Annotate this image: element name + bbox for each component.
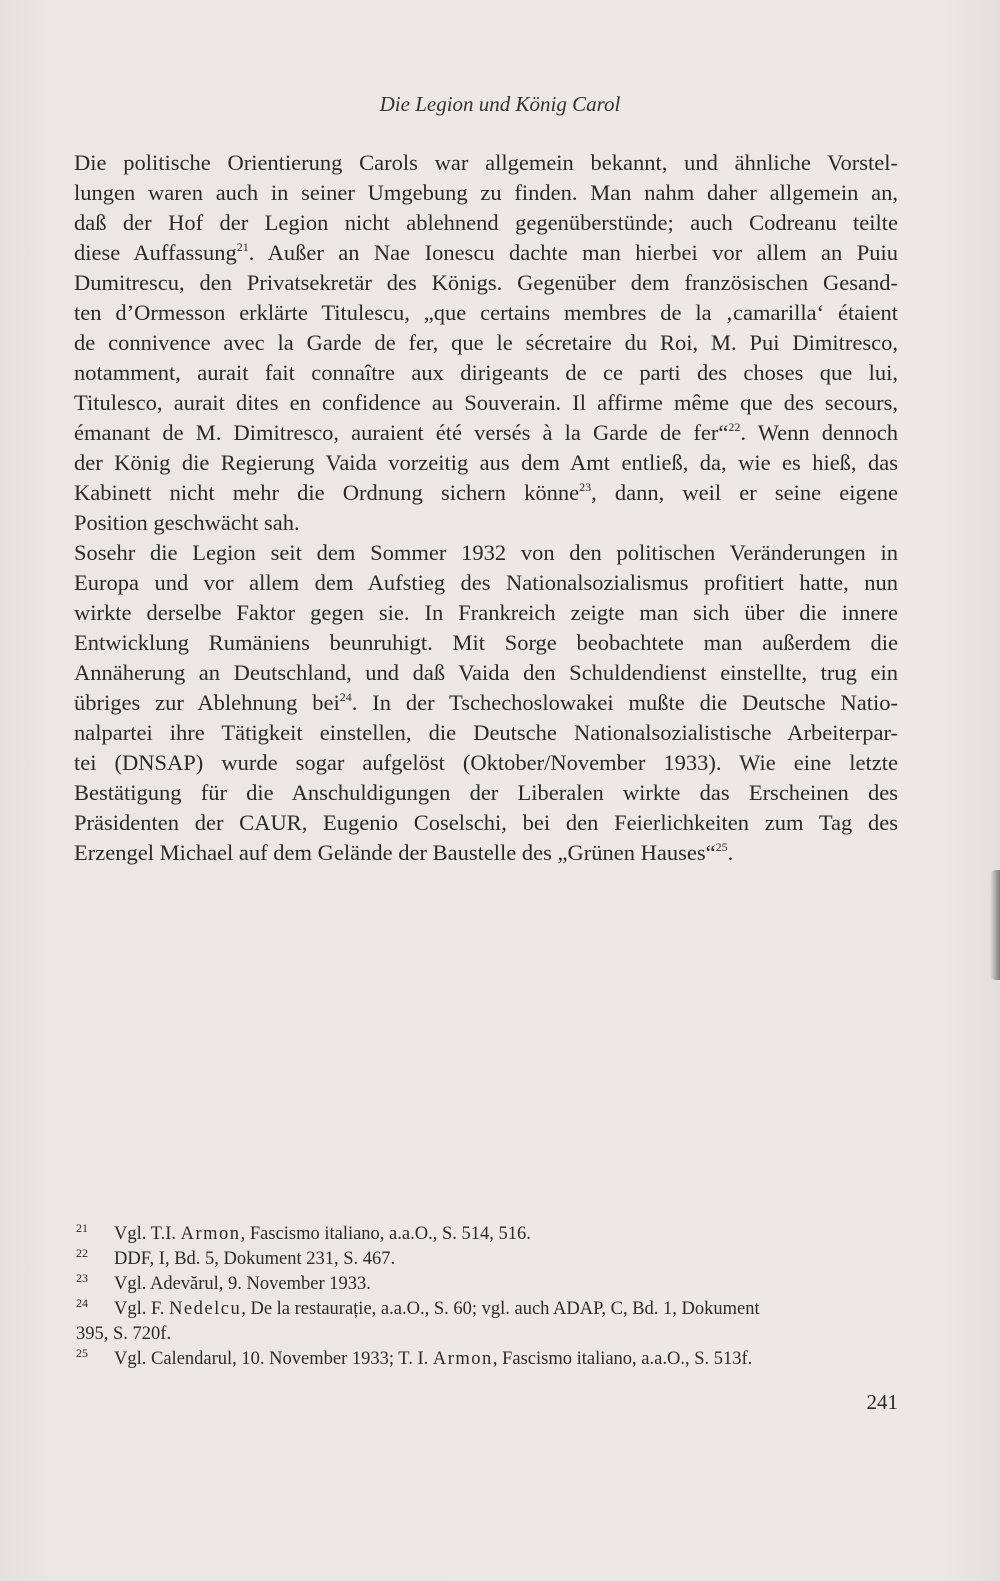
- footnote-ref: 23: [579, 480, 592, 494]
- text-line: Titulesco, aurait dites en confidence au Souverain. Il affirme même que des secours,: [74, 390, 898, 415]
- text-line: der König die Regierung Vaida vorzeitig aus dem Amt entließ, da, wie es hieß, das: [74, 450, 898, 475]
- footnote: 21 Vgl. T.I. Armon, Fascismo italiano, a.a.O., S. 514, 516.: [76, 1221, 531, 1244]
- footnote: 23 Vgl. Adevărul, 9. November 1933.: [76, 1271, 371, 1294]
- footnote-ref: 24: [339, 690, 352, 704]
- body-text: [74, 148, 898, 868]
- text-line: de connivence avec la Garde de fer, que le sécretaire du Roi, M. Pui Dimitresco,: [74, 330, 898, 355]
- text-line: Präsidenten der CAUR, Eugenio Coselschi, bei den Feierlichkeiten zum Tag des: [74, 810, 898, 835]
- text-line: diese Auffassung$^{21}$. Außer an Nae Ionescu dachte man hierbei vor allem an Puiu: [74, 240, 898, 265]
- running-head: Die Legion und König Carol: [379, 92, 621, 116]
- author-name: Armon: [180, 1224, 241, 1244]
- author-name: Armon: [432, 1349, 493, 1369]
- author-name: Nedelcu: [169, 1299, 242, 1319]
- text-line: Dumitrescu, den Privatsekretär des Königs. Gegenüber dem französischen Gesand-: [74, 270, 898, 295]
- text-line: Position geschwächt sah.: [74, 510, 300, 535]
- text-line: Entwicklung Rumäniens beunruhigt. Mit Sorge beobachtete man außerdem die: [74, 630, 898, 655]
- paragraph: [74, 538, 898, 868]
- text-line: Erzengel Michael auf dem Gelände der Baustelle des „Grünen Hauses“$^{25}$.: [74, 840, 734, 865]
- text-line: notamment, aurait fait connaître aux dirigeants de ce parti des choses que lui,: [74, 360, 898, 385]
- footnote-ref: 21: [236, 240, 249, 254]
- paragraph: [74, 148, 898, 538]
- page-edge-shadow: [990, 870, 1000, 980]
- footnote: 22 DDF, I, Bd. 5, Dokument 231, S. 467.: [76, 1246, 396, 1269]
- footnotes: [76, 1222, 898, 1372]
- text-line: daß der Hof der Legion nicht ablehnend gegenüberstünde; auch Codreanu teilte: [74, 210, 898, 235]
- text-line: Die politische Orientierung Carols war allgemein bekannt, und ähnliche Vorstel-: [74, 150, 898, 175]
- text-line: übriges zur Ablehnung bei$^{24}$. In der Tschechoslowakei mußte die Deutsche Natio-: [74, 690, 899, 715]
- footnote: 25 Vgl. Calendarul, 10. November 1933; T. I. Armon, Fascismo italiano, a.a.O., S. 513f.: [76, 1346, 753, 1369]
- footnote-ref: 25: [715, 840, 728, 854]
- footnote-continuation: 395, S. 720f.: [76, 1324, 172, 1344]
- footnote-ref: 22: [728, 420, 741, 434]
- page-number: 241: [866, 1390, 898, 1414]
- text-line: Kabinett nicht mehr die Ordnung sichern könne$^{23}$, dann, weil er seine eigene: [74, 480, 898, 505]
- text-line: Bestätigung für die Anschuldigungen der Liberalen wirkte das Erscheinen des: [74, 780, 898, 805]
- text-line: ten d’Ormesson erklärte Titulescu, „que certains membres de la ‚camarilla‘ étaient: [74, 300, 898, 325]
- text-line: émanant de M. Dimitresco, auraient été versés à la Garde de fer“$^{22}$. Wenn dennoch: [74, 420, 898, 445]
- text-line: lungen waren auch in seiner Umgebung zu finden. Man nahm daher allgemein an,: [74, 180, 898, 205]
- text-line: tei (DNSAP) wurde sogar aufgelöst (Oktober/November 1933). Wie eine letzte: [74, 750, 898, 775]
- text-line: Annäherung an Deutschland, und daß Vaida den Schuldendienst einstellte, trug ein: [74, 660, 898, 685]
- text-line: wirkte derselbe Faktor gegen sie. In Frankreich zeigte man sich über die innere: [74, 600, 898, 625]
- text-line: Sosehr die Legion seit dem Sommer 1932 von den politischen Veränderungen in: [74, 540, 898, 565]
- text-line: nalpartei ihre Tätigkeit einstellen, die Deutsche Nationalsozialistische Arbeiterpar-: [74, 720, 898, 745]
- text-line: Europa und vor allem dem Aufstieg des Nationalsozialismus profitiert hatte, nun: [74, 570, 898, 595]
- footnote: 24 Vgl. F. Nedelcu, De la restaurație, a.a.O., S. 60; vgl. auch ADAP, C, Bd. 1, Dokument: [76, 1296, 760, 1319]
